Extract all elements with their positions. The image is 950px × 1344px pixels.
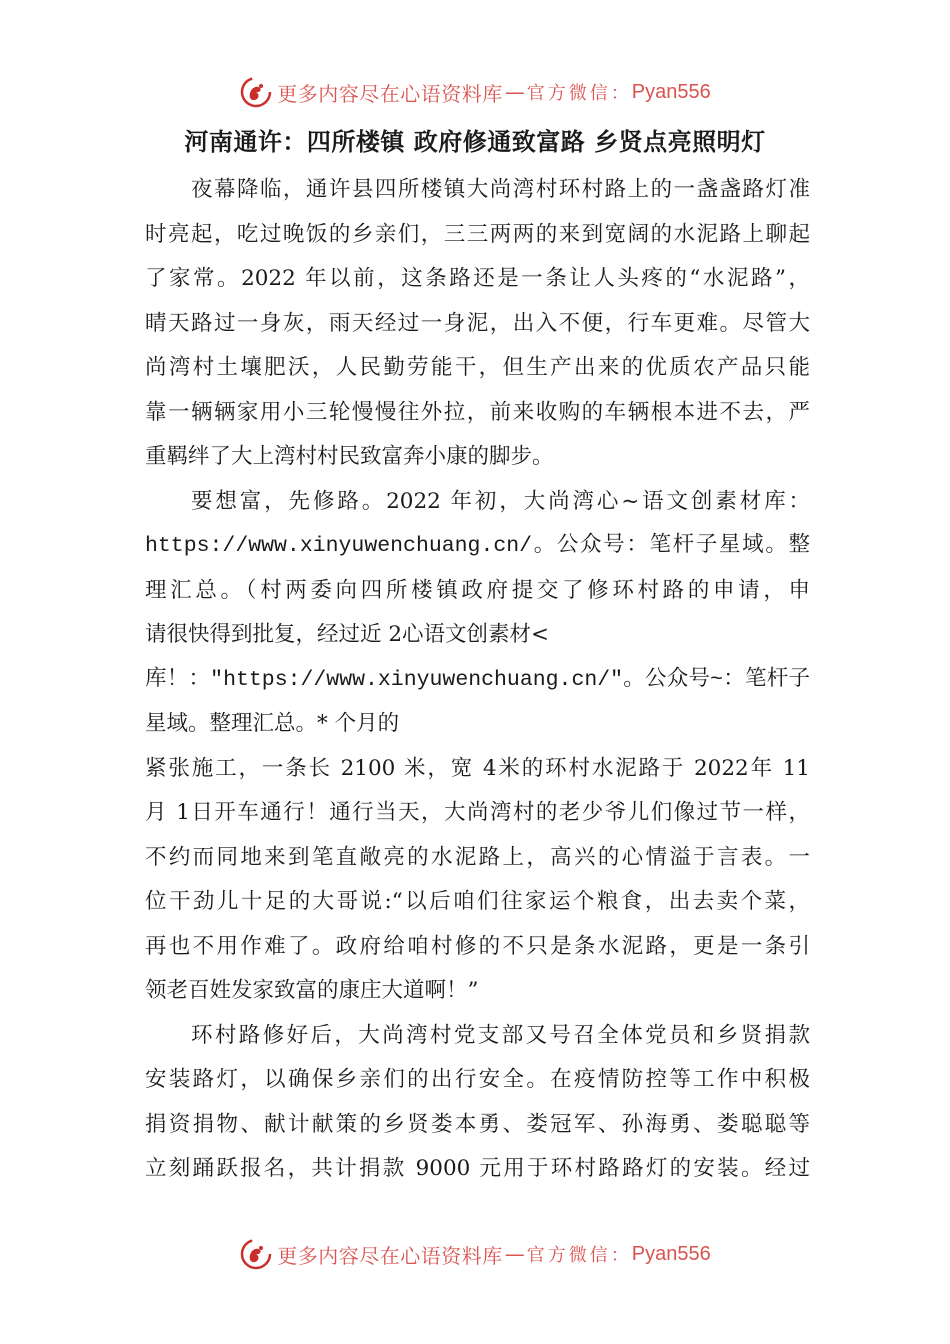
text-line: 夜幕降临，通许县四所楼镇大尚湾村环村路上的一盏盏路灯准 <box>191 177 810 202</box>
text-line: 不约而同地来到笔直敞亮的水泥路上，高兴的心情溢于言表。一 <box>145 844 810 870</box>
text-line: 晴天路过一身灰，雨天经过一身泥，出入不便，行车更难。尽管大 <box>145 310 810 336</box>
text-line: 月 1日开车通行！通行当天，大尚湾村的老少爷儿们像过节一样， <box>145 800 810 825</box>
text-line: 库！："https://www.xinyuwenchuang.cn/"。公众号~：笔杆子 <box>145 667 810 692</box>
text-line: 捐资捐物、献计献策的乡贤娄本勇、娄冠军、孙海勇、娄聪聪等 <box>145 1111 810 1137</box>
banner-dash: — <box>504 1242 525 1266</box>
swan-logo-icon <box>239 75 273 109</box>
text-line: 请很快得到批复，经过近 2心语文创素材< <box>145 622 550 647</box>
text-line: 时亮起，吃过晚饭的乡亲们，三三两两的来到宽阔的水泥路上聊起 <box>145 221 810 247</box>
paragraph-3 <box>145 1014 810 1192</box>
banner-text: 更多内容尽在心语资料库 <box>277 1243 503 1268</box>
footer-banner <box>0 1234 950 1274</box>
text-line: 位干劲儿十足的大哥说:“以后咱们往家运个粮食，出去卖个菜， <box>145 889 810 914</box>
banner-text: 更多内容尽在心语资料库 <box>277 81 503 106</box>
text-line: 立刻踊跃报名，共计捐款 9000 元用于环村路路灯的安装。经过 <box>145 1156 810 1181</box>
article-title: 河南通许：四所楼镇 政府修通致富路 乡贤点亮照明灯 <box>184 127 766 156</box>
header-banner <box>0 72 950 112</box>
text-line: 环村路修好后，大尚湾村党支部又号召全体党员和乡贤捐款 <box>191 1022 810 1048</box>
text-line: 要想富，先修路。2022 年初，大尚湾心~语文创素材库： <box>191 488 810 514</box>
text-line: 紧张施工，一条长 2100 米，宽 4米的环村水泥路于 2022年 11 <box>145 755 810 781</box>
swan-logo-icon <box>239 1237 273 1271</box>
text-line: 尚湾村土壤肥沃，人民勤劳能干，但生产出来的优质农产品只能 <box>145 355 810 380</box>
text-line: 星域。整理汇总。* 个月的 <box>145 711 400 736</box>
text-line: 重羁绊了大上湾村村民致富奔小康的脚步。 <box>145 444 554 469</box>
paragraph-1 <box>145 168 810 480</box>
text-line: 领老百姓发家致富的康庄大道啊！” <box>145 978 479 1003</box>
banner-wechat-id: Pyan556 <box>631 1242 711 1265</box>
text-line: 理汇总。（村两委向四所楼镇政府提交了修环村路的申请，申 <box>145 577 810 603</box>
text-line: 安装路灯，以确保乡亲们的出行安全。在疫情防控等工作中积极 <box>145 1067 810 1092</box>
article-body <box>145 168 810 1192</box>
text-line: 再也不用作难了。政府给咱村修的不只是条水泥路，更是一条引 <box>145 933 810 959</box>
banner-wechat-label: 官方微信： <box>526 83 632 104</box>
text-line: 靠一辆辆家用小三轮慢慢往外拉，前来收购的车辆根本进不去，严 <box>145 399 810 425</box>
text-line: 了家常。2022 年以前，这条路还是一条让人头疼的“水泥路”， <box>145 266 810 291</box>
banner-dash: — <box>504 80 525 104</box>
paragraph-2 <box>145 480 810 1014</box>
banner-wechat-label: 官方微信： <box>526 1245 632 1266</box>
banner-wechat-id: Pyan556 <box>631 80 711 103</box>
text-line: https://www.xinyuwenchuang.cn/。公众号：笔杆子星域。整 <box>145 534 810 558</box>
